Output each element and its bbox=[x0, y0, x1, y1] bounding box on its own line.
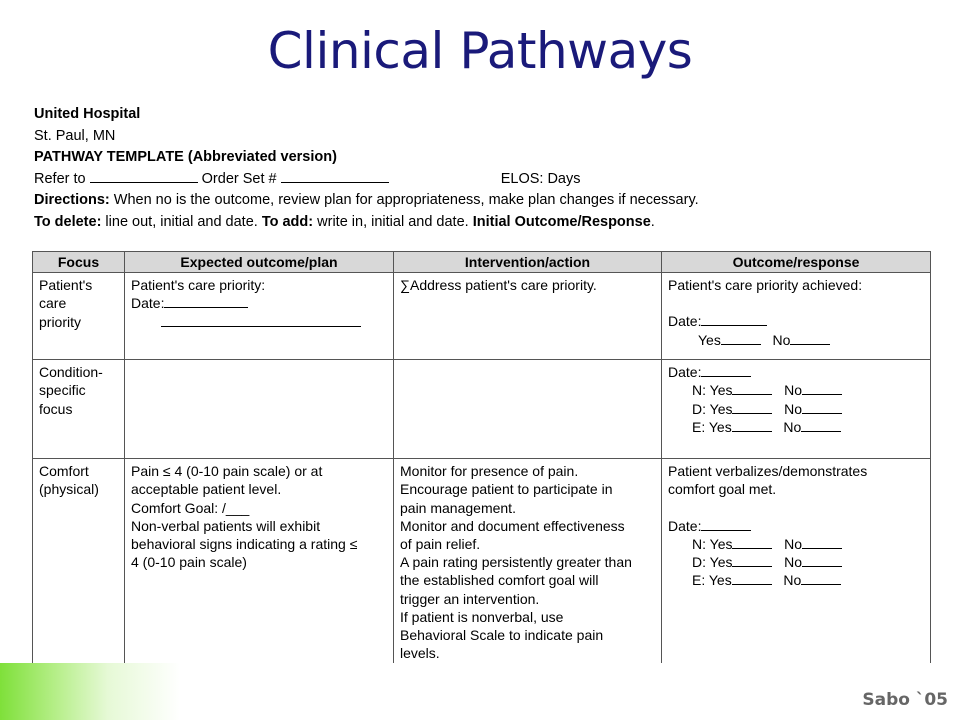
date-label: Date: bbox=[668, 364, 702, 381]
focus-line: priority bbox=[39, 313, 82, 330]
focus-line: focus bbox=[39, 400, 73, 417]
cell-intervention bbox=[394, 273, 662, 360]
intervention-line: Monitor for presence of pain. bbox=[400, 463, 579, 480]
cell-expected bbox=[125, 360, 394, 459]
no-label: No bbox=[784, 400, 803, 417]
focus-line: Comfort bbox=[39, 463, 89, 480]
expected-line: acceptable patient level. bbox=[131, 481, 282, 498]
outcome-line: Patient's care priority achieved: bbox=[668, 277, 863, 294]
n-yes-label: N: Yes bbox=[692, 382, 733, 399]
d-line bbox=[668, 400, 924, 418]
delete-text: line out, initial and date. bbox=[101, 213, 262, 230]
intervention-line: levels. bbox=[400, 645, 440, 662]
table-row-condition bbox=[33, 360, 931, 459]
hospital-name: United Hospital bbox=[34, 106, 141, 122]
e-line bbox=[668, 418, 924, 436]
expected-line: behavioral signs indicating a rating ≤ bbox=[131, 536, 358, 553]
header-focus: Focus bbox=[33, 252, 125, 273]
no-label: No bbox=[783, 572, 802, 589]
green-accent-bar bbox=[0, 663, 180, 720]
no-label: No bbox=[783, 418, 802, 435]
focus-line: Patient's bbox=[39, 277, 93, 294]
hospital-location: St. Paul, MN bbox=[34, 127, 116, 144]
template-title-bold: PATHWAY TEMPLATE bbox=[34, 149, 184, 165]
table-row-comfort bbox=[33, 459, 931, 666]
outcome-line: comfort goal met. bbox=[668, 481, 777, 498]
footer-credit: Sabo `05 bbox=[862, 690, 948, 710]
cell-intervention bbox=[394, 459, 662, 666]
table-row-care-priority bbox=[33, 273, 931, 360]
expected-line: Patient's care priority: bbox=[131, 277, 266, 294]
header-outcome: Outcome/response bbox=[662, 252, 931, 273]
expected-line: 4 (0-10 pain scale) bbox=[131, 554, 247, 571]
yes-blank[interactable] bbox=[732, 381, 772, 395]
intervention-line: Encourage patient to participate in bbox=[400, 481, 613, 498]
yes-no-line bbox=[668, 331, 924, 349]
d-yes-label: D: Yes bbox=[692, 554, 733, 571]
e-yes-label: E: Yes bbox=[692, 418, 732, 435]
add-label: To add: bbox=[261, 213, 314, 230]
directions-label: Directions: bbox=[34, 192, 110, 208]
delete-add-line bbox=[34, 212, 934, 234]
no-blank[interactable] bbox=[801, 571, 841, 585]
slide-title: Clinical Pathways bbox=[267, 22, 693, 80]
expected-date-line bbox=[131, 294, 387, 312]
date-label: Date: bbox=[668, 517, 702, 534]
directions-text: When no is the outcome, review plan for appropriateness, make plan changes if necessary. bbox=[109, 192, 699, 208]
n-line bbox=[668, 535, 924, 553]
d-yes-label: D: Yes bbox=[692, 400, 733, 417]
no-blank[interactable] bbox=[802, 535, 842, 549]
intervention-line: pain management. bbox=[400, 499, 516, 516]
pathway-header bbox=[34, 104, 934, 233]
directions-line bbox=[34, 190, 934, 212]
intervention-line: A pain rating persistently greater than bbox=[400, 554, 632, 571]
refer-to-label: Refer to bbox=[34, 170, 86, 187]
delete-label: To delete: bbox=[34, 213, 102, 230]
yes-blank[interactable] bbox=[721, 331, 761, 345]
header-intervention: Intervention/action bbox=[394, 252, 662, 273]
outcome-date-line bbox=[668, 312, 924, 330]
cell-expected bbox=[125, 459, 394, 666]
e-line bbox=[668, 571, 924, 589]
template-title-rest: (Abbreviated version) bbox=[183, 149, 337, 165]
intervention-line: of pain relief. bbox=[400, 536, 481, 553]
intervention-line: If patient is nonverbal, use bbox=[400, 608, 564, 625]
order-set-label: Order Set # bbox=[201, 170, 277, 187]
date-label: Date: bbox=[668, 313, 702, 330]
add-text: write in, initial and date. bbox=[313, 213, 473, 230]
date-blank[interactable] bbox=[701, 517, 751, 531]
yes-blank[interactable] bbox=[732, 571, 772, 585]
intervention-line: ∑Address patient's care priority. bbox=[400, 277, 597, 294]
no-blank[interactable] bbox=[802, 381, 842, 395]
cell-intervention bbox=[394, 360, 662, 459]
date-label: Date: bbox=[131, 295, 165, 312]
e-yes-label: E: Yes bbox=[692, 572, 732, 589]
header-expected: Expected outcome/plan bbox=[125, 252, 394, 273]
intervention-line: trigger an intervention. bbox=[400, 590, 540, 607]
date-blank[interactable] bbox=[701, 363, 751, 377]
table-header-row bbox=[33, 252, 931, 273]
cell-expected bbox=[125, 273, 394, 360]
initial-outcome-label: Initial Outcome/Response bbox=[472, 213, 651, 230]
intervention-line: Behavioral Scale to indicate pain bbox=[400, 627, 604, 644]
pathway-table bbox=[32, 251, 931, 666]
yes-blank[interactable] bbox=[732, 553, 772, 567]
text-blank[interactable] bbox=[161, 313, 361, 327]
no-label: No bbox=[784, 535, 803, 552]
yes-blank[interactable] bbox=[732, 535, 772, 549]
cell-focus bbox=[33, 273, 125, 360]
intervention-line: Monitor and document effectiveness bbox=[400, 517, 625, 534]
expected-line: Comfort Goal: /___ bbox=[131, 499, 250, 516]
refer-to-blank[interactable] bbox=[90, 169, 198, 183]
d-line bbox=[668, 553, 924, 571]
refer-line bbox=[34, 169, 934, 191]
no-blank[interactable] bbox=[802, 553, 842, 567]
n-yes-label: N: Yes bbox=[692, 535, 733, 552]
focus-line: (physical) bbox=[39, 481, 99, 498]
no-label: No bbox=[784, 382, 803, 399]
outcome-date-line bbox=[668, 363, 924, 381]
focus-line: specific bbox=[39, 382, 86, 399]
template-title bbox=[34, 147, 934, 169]
no-blank[interactable] bbox=[802, 400, 842, 414]
n-line bbox=[668, 381, 924, 399]
order-set-blank[interactable] bbox=[281, 169, 389, 183]
focus-line: Condition- bbox=[39, 364, 103, 381]
no-blank[interactable] bbox=[801, 418, 841, 432]
period: . bbox=[650, 213, 655, 230]
focus-line: care bbox=[39, 295, 67, 312]
cell-outcome bbox=[662, 360, 931, 459]
expected-blank-line bbox=[131, 313, 387, 331]
elos-label: ELOS: Days bbox=[500, 170, 581, 187]
no-blank[interactable] bbox=[790, 331, 830, 345]
intervention-line: the established comfort goal will bbox=[400, 572, 599, 589]
no-label: No bbox=[784, 554, 803, 571]
cell-focus bbox=[33, 459, 125, 666]
outcome-date-line bbox=[668, 517, 924, 535]
no-label: No bbox=[772, 331, 791, 348]
expected-line: Non-verbal patients will exhibit bbox=[131, 517, 321, 534]
yes-label: Yes bbox=[698, 331, 721, 348]
cell-outcome bbox=[662, 273, 931, 360]
date-blank[interactable] bbox=[701, 312, 767, 326]
date-blank[interactable] bbox=[164, 294, 248, 308]
expected-line: Pain ≤ 4 (0-10 pain scale) or at bbox=[131, 463, 323, 480]
cell-focus bbox=[33, 360, 125, 459]
cell-outcome bbox=[662, 459, 931, 666]
outcome-line: Patient verbalizes/demonstrates bbox=[668, 463, 868, 480]
yes-blank[interactable] bbox=[732, 418, 772, 432]
yes-blank[interactable] bbox=[732, 400, 772, 414]
